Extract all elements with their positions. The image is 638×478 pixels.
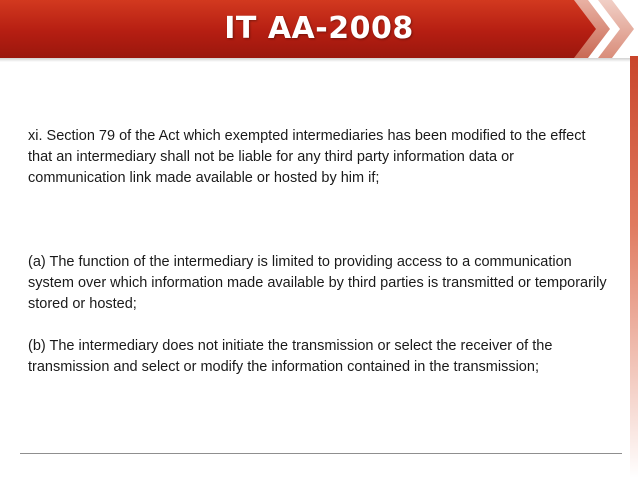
header-shadow bbox=[0, 58, 630, 62]
slide-header bbox=[0, 0, 638, 58]
paragraph-condition-b: (b) The intermediary does not initiate the transmission or select the receiver of the transmission and select or modify the information contained in the transmission; bbox=[28, 338, 553, 375]
slide-title: IT AA-2008 bbox=[224, 11, 414, 46]
footer-divider bbox=[20, 453, 622, 454]
side-accent-bar bbox=[630, 56, 638, 478]
slide-body bbox=[28, 126, 613, 378]
paragraph-condition-a: (a) The function of the intermediary is limited to providing access to a communication system over which information made available by third parties is transmitted or temporarily stored or hosted; bbox=[28, 254, 607, 312]
paragraph-section-79: xi. Section 79 of the Act which exempted intermediaries has been modified to the effect that an intermediary shall not be liable for any third party information data or communication link made available or hosted by him if; bbox=[28, 128, 586, 186]
